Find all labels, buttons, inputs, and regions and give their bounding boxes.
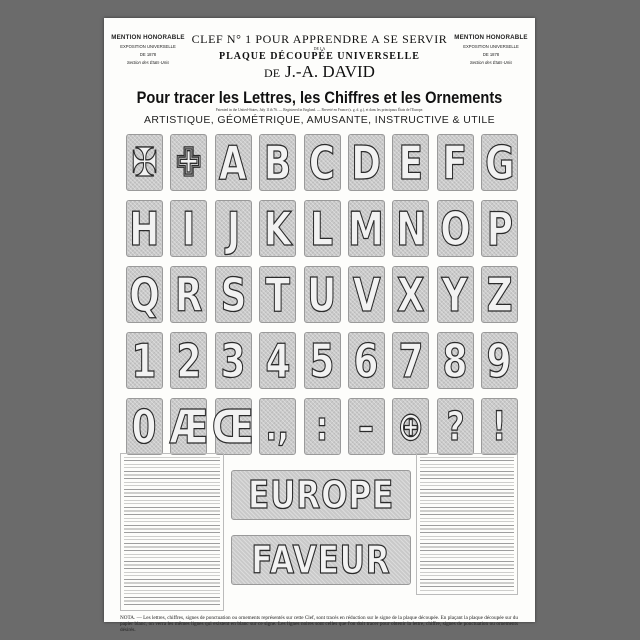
mention-section: Section des États-Unis — [126, 60, 170, 65]
stencil-tile — [481, 134, 518, 191]
instructions-text-left — [120, 453, 224, 611]
title-de: DE — [264, 66, 281, 80]
stencil-tile — [437, 332, 474, 389]
tile-row — [126, 266, 518, 323]
title-line-4: Pour tracer les Lettres, les Chiffres et les Ornements — [136, 88, 503, 107]
tile-glyph: C — [308, 135, 336, 190]
tile-glyph: E — [398, 135, 424, 190]
tile-glyph: 2 — [176, 333, 202, 388]
stencil-tile — [215, 134, 252, 191]
tile-glyph: L — [310, 201, 334, 256]
stencil-tile — [126, 398, 163, 455]
stencil-tile — [348, 266, 385, 323]
stencil-tile — [126, 266, 163, 323]
tile-glyph: ? — [446, 403, 465, 450]
tile-glyph: 8 — [442, 333, 468, 388]
stencil-tile — [437, 266, 474, 323]
tile-row — [126, 134, 518, 191]
tile-glyph: V — [352, 267, 381, 322]
tile-glyph: D — [351, 135, 382, 190]
tile-glyph: Q — [129, 267, 160, 322]
nota-footer: NOTA. — Les lettres, chiffres, signes de ponctuation ou ornements représentés sur cette Clef, sont tracés en réduction sur le signe de la plaque découpée. En plaçant la plaque découpée sur du papier blanc, on verra les mêmes lignes qui existent en blanc sur ce signe. Les lignes noires sont celles que l'on doit tracer pour obtenir la lettre, chiffre, signes de ponctuation ou ornements désirés. — [120, 615, 518, 634]
tile-glyph: 7 — [398, 333, 424, 388]
stencil-tile — [170, 200, 207, 257]
tile-glyph: U — [307, 267, 337, 322]
stencil-tile — [304, 134, 341, 191]
tile-glyph: 9 — [487, 333, 512, 388]
stencil-tile — [126, 332, 163, 389]
word-tile-europe — [231, 470, 411, 520]
tile-glyph: : — [315, 403, 329, 450]
stencil-tile — [215, 332, 252, 389]
word-text: EUROPE — [247, 473, 395, 517]
stencil-tile — [392, 332, 429, 389]
tile-glyph: S — [220, 267, 247, 322]
stencil-tile — [481, 398, 518, 455]
mention-expo: EXPOSITION UNIVERSELLE — [463, 44, 519, 49]
patent-notice: Patented in the United-States, July 11th 76. — Registered in England. — Breveté en France (s. g. d. g.), et dans les principaux États de l'Europe. — [215, 108, 424, 112]
tile-glyph: P — [486, 201, 513, 256]
title-line-3 — [104, 62, 535, 82]
tile-glyph: H — [129, 201, 160, 256]
tile-glyph: 4 — [265, 333, 291, 388]
mention-section: Section des États-Unis — [469, 60, 513, 65]
tile-glyph: F — [442, 135, 468, 190]
stencil-tile — [259, 266, 296, 323]
stencil-tile — [259, 200, 296, 257]
tile-glyph: ⊕ — [397, 403, 424, 450]
tile-glyph: G — [484, 135, 515, 190]
mention-title: MENTION HONORABLE — [454, 34, 528, 41]
instructions-text-right — [416, 453, 518, 595]
tile-glyph: O — [439, 201, 471, 256]
stencil-tile — [215, 266, 252, 323]
author-name: J.-A. DAVID — [285, 62, 375, 81]
tile-glyph: ✠ — [131, 139, 158, 186]
tile-row — [126, 332, 518, 389]
tile-glyph: ! — [492, 403, 507, 450]
tile-glyph: T — [265, 267, 290, 322]
text-lines — [416, 453, 518, 595]
mention-year: DE 1878 — [482, 52, 500, 57]
stencil-tile — [481, 200, 518, 257]
tile-row — [126, 200, 518, 257]
tile-glyph: N — [395, 201, 426, 256]
tile-glyph: R — [175, 267, 203, 322]
tile-glyph: Œ — [212, 399, 255, 454]
stencil-tile — [215, 200, 252, 257]
tile-row — [126, 398, 518, 455]
stencil-tile — [170, 134, 207, 191]
stencil-tile — [259, 332, 296, 389]
stencil-tile — [437, 398, 474, 455]
tile-glyph: Æ — [169, 399, 209, 454]
stencil-tile — [304, 332, 341, 389]
stencil-tile — [392, 134, 429, 191]
word-text: FAVEUR — [251, 538, 391, 582]
stencil-tile — [392, 200, 429, 257]
stencil-tile — [348, 332, 385, 389]
tile-glyph: A — [219, 135, 248, 190]
tile-glyph: K — [263, 201, 292, 256]
tile-glyph: Y — [442, 267, 469, 322]
stencil-tile — [348, 134, 385, 191]
stencil-tile — [392, 266, 429, 323]
tile-glyph: M — [348, 201, 385, 256]
stencil-tile — [304, 398, 341, 455]
stencil-tile — [481, 266, 518, 323]
stencil-tile — [126, 200, 163, 257]
tile-glyph: 0 — [132, 399, 157, 454]
mention-title: MENTION HONORABLE — [111, 34, 185, 41]
stencil-tile — [304, 266, 341, 323]
stencil-tile — [126, 134, 163, 191]
stencil-tile — [348, 200, 385, 257]
stencil-tile — [392, 398, 429, 455]
stencil-tile — [304, 200, 341, 257]
stencil-tile — [259, 134, 296, 191]
stencil-tile — [212, 398, 255, 455]
tile-glyph: – — [358, 403, 375, 450]
tile-glyph: B — [263, 135, 292, 190]
title-line-1: CLEF N° 1 POUR APPRENDRE A SE SERVIR — [191, 32, 448, 46]
tile-glyph: 5 — [309, 333, 335, 388]
poster-sheet — [104, 18, 535, 634]
mention-expo: EXPOSITION UNIVERSELLE — [120, 44, 176, 49]
tile-glyph: ✙ — [175, 139, 202, 186]
stencil-tile — [481, 332, 518, 389]
stencil-tile — [437, 134, 474, 191]
subtitle: ARTISTIQUE, GÉOMÉTRIQUE, AMUSANTE, INSTRUCTIVE & UTILE — [143, 114, 496, 126]
stencil-tile — [259, 398, 296, 455]
tile-glyph: 6 — [353, 333, 379, 388]
stencil-tile — [170, 266, 207, 323]
tile-glyph: I — [182, 201, 196, 256]
tile-glyph: X — [396, 267, 425, 322]
tile-glyph: ., — [265, 403, 290, 450]
tile-glyph: Z — [486, 267, 513, 322]
word-tile-faveur — [231, 535, 411, 585]
stencil-tile — [170, 332, 207, 389]
title-line-2: PLAQUE DÉCOUPÉE UNIVERSELLE — [219, 51, 420, 62]
mention-year: DE 1878 — [139, 52, 157, 57]
text-lines — [120, 453, 224, 611]
tile-glyph: J — [226, 201, 240, 256]
tile-glyph: 1 — [132, 333, 157, 388]
stencil-tile — [437, 200, 474, 257]
tile-glyph: 3 — [220, 333, 246, 388]
stencil-tile-grid — [126, 134, 518, 464]
stencil-tile — [348, 398, 385, 455]
stencil-tile — [170, 398, 207, 455]
title-de-la: DE LA — [313, 46, 326, 51]
